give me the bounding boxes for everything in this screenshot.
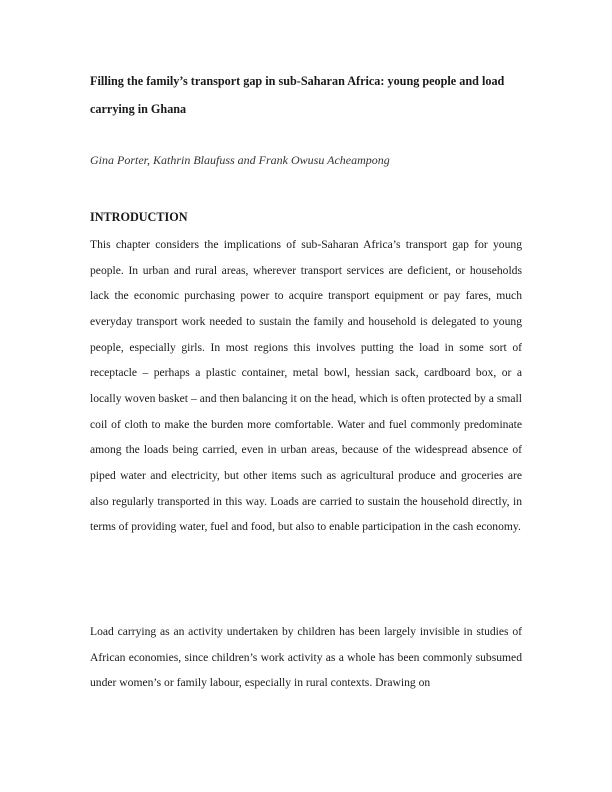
body-paragraph-2: Load carrying as an activity undertaken by children has been largely invisible in studies of African economies, since children’s work activity as a whole has been commonly subsumed under women’s or family labour, especially in rural contexts. Drawing on <box>90 625 522 690</box>
author-list: Gina Porter, Kathrin Blaufuss and Frank Owusu Acheampong <box>90 153 390 167</box>
paper-title: Filling the family’s transport gap in sub-Saharan Africa: young people and load carrying in Ghana <box>90 74 505 116</box>
body-paragraph-1: This chapter considers the implications of sub-Saharan Africa’s transport gap for young people. In urban and rural areas, wherever transport services are deficient, or households lack the economic purchasing power to acquire transport equipment or pay fares, much everyday transport work needed to sustain the family and household is delegated to young people, especially girls. In most regions this involves putting the load in some sort of receptacle – perhaps a plastic container, metal bowl, hessian sack, cardboard box, or a locally woven basket – and then balancing it on the head, which is often protected by a small coil of cloth to make the burden more comfortable. Water and fuel commonly predominate among the loads being carried, even in urban areas, because of the widespread absence of piped water and electricity, but other items such as agricultural produce and groceries are also regularly transported in this way. Loads are carried to sustain the household directly, in terms of providing water, fuel and food, but also to enable participation in the cash economy. <box>90 238 522 534</box>
section-heading: INTRODUCTION <box>90 210 188 224</box>
